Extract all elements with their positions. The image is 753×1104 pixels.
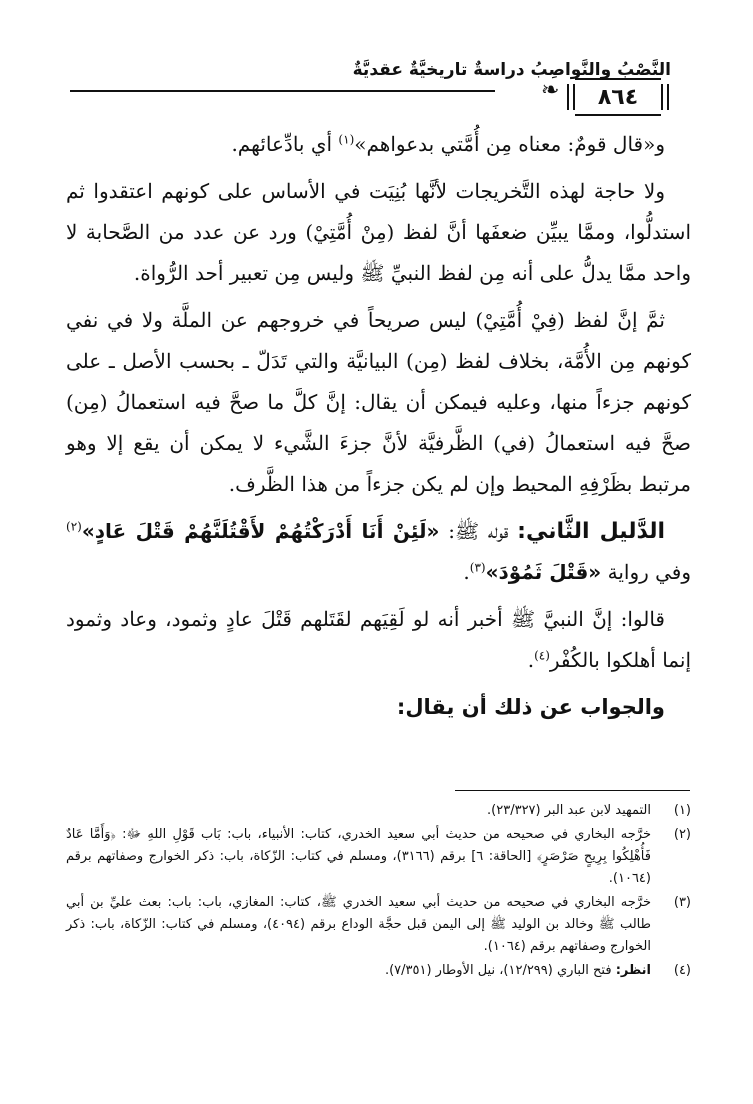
- evidence-intro: قوله ﷺ:: [439, 519, 518, 543]
- paragraph-4: [66, 511, 691, 593]
- footnote-text: [66, 960, 651, 982]
- footnote-separator: [455, 790, 690, 791]
- paragraph-1: [66, 124, 691, 165]
- ornament-icon: ❧: [541, 78, 560, 103]
- footnote-1: [66, 800, 691, 822]
- evidence-heading: الدَّليل الثَّاني:: [517, 519, 665, 544]
- paragraph-3: ثمَّ إنَّ لفظ (فِيْ أُمَّتِيْ) ليس صريحاً في خروجهم عن الملَّة ولا في نفي كونهم مِن الأُمَّة، بخلاف لفظ (مِن) البيانيَّة والتي تَدَلّ ـ بحسب الأصل ـ على كونهم جزءاً منها، وعليه فيمكن أن يقال: إنَّ كلَّ ما صحَّ فيه استعمالُ (مِن) صحَّ فيه استعمالُ (في) الظَّرفيَّة لأنَّ جزءَ الشَّيء لا يمكن أن يقع إلا وهو مرتبط بظَرْفِهِ المحيط وإن لم يكن جزءاً من هذا الظَّرف.: [66, 308, 691, 496]
- paragraph-1-text: و«قال قومٌ: معناه مِن أُمَّتي بدعواهم»: [354, 132, 665, 156]
- running-header-title: النَّصْبُ والنَّواصِبُ دراسةٌ تاريخيَّةٌ عقديَّةٌ: [352, 60, 671, 80]
- paragraph-1-tail: أي بادِّعائهم.: [231, 132, 339, 156]
- footnote-ref-3[interactable]: (٣): [469, 560, 486, 575]
- evidence-end: .: [463, 560, 470, 584]
- footnote-ref-2[interactable]: (٢): [66, 519, 82, 534]
- footnote-label: انظر:: [615, 963, 651, 978]
- footnote-text: خرَّجه البخاري في صحيحه من حديث أبي سعيد الخدري ﷺ، كتاب: المغازي، باب: باب: بعث عليِّ بن أبي طالب ﷺ وخالد بن الوليد ﷺ إلى اليمن قبل حجَّة الوداع برقم (٤٠٩٤)، ومسلم في كتاب: الزّكاة، باب: ذكر الخوارج وصفاتهم برقم (١٠٦٤).: [66, 895, 651, 954]
- paragraph-5: [66, 599, 691, 681]
- hadith-quote: «لَئِنْ أَنَا أَدْرَكْتُهُمْ لأَقْتُلَنَّهُمْ قَتْلَ عَادٍ»: [81, 519, 440, 543]
- footnote-number: (٣): [673, 895, 691, 910]
- paragraph-5-end: .: [527, 648, 535, 672]
- footnote-ref-4[interactable]: (٤): [534, 648, 550, 663]
- answer-heading: والجواب عن ذلك أن يقال:: [396, 695, 665, 719]
- paragraph-2: ولا حاجة لهذه التَّخريجات لأنَّها بُنِيَت في الأساس على كونهم اعتقدوا ثم استدلُّوا، وممَّا يبيِّن ضعفَها أنَّ لفظ (مِنْ أُمَّتِيْ) ورد عن عدد من الصَّحابة لا واحد ممَّا يدلُّ على أنه مِن لفظ النبيِّ ﷺ وليس مِن تعبير أحد الرُّواة.: [66, 179, 691, 285]
- footnote-4: [66, 960, 691, 982]
- footnote-2: [66, 824, 691, 890]
- footnote-body: فتح الباري (١٢/٢٩٩)، نيل الأوطار (٧/٣٥١).: [384, 963, 616, 978]
- page-number: ٨٦٤: [575, 78, 661, 116]
- footnote-text: التمهيد لابن عبد البر (٢٣/٣٢٧).: [487, 803, 651, 818]
- footnote-number: (١): [673, 803, 691, 818]
- header-rule: [70, 90, 495, 92]
- evidence-line2: وفي رواية: [601, 560, 691, 584]
- footnotes: [66, 800, 691, 982]
- footnote-number: (٤): [673, 963, 691, 978]
- footnote-text: خرَّجه البخاري في صحيحه من حديث أبي سعيد الخدري، كتاب: الأنبياء، باب: بَاب قَوْلِ اللهِ ﷻ: ﴿وَأَمَّا عَادٌ فَأُهْلِكُوا بِرِيحٍ صَرْصَرٍ﴾ [الحاقة: ٦] برقم (٣١٦٦)، ومسلم في كتاب: الزّكاة، باب: ذكر الخوارج وصفاتهم برقم (١٠٦٤).: [66, 827, 651, 886]
- paragraph-5-text: قالوا: إنَّ النبيَّ ﷺ أخبر أنه لو لَقِيَهم لقَتَلهم قَتْلَ عادٍ وثمود، وعاد وثمود إنما أهلكوا بالكُفْر: [66, 607, 691, 672]
- footnote-ref-1[interactable]: (١): [338, 132, 355, 147]
- footnote-number: (٢): [673, 827, 691, 842]
- footnote-3: [66, 892, 691, 958]
- hadith-quote-2: «قَتْلَ ثَمُوْدَ»: [485, 560, 602, 584]
- main-text: [66, 124, 691, 728]
